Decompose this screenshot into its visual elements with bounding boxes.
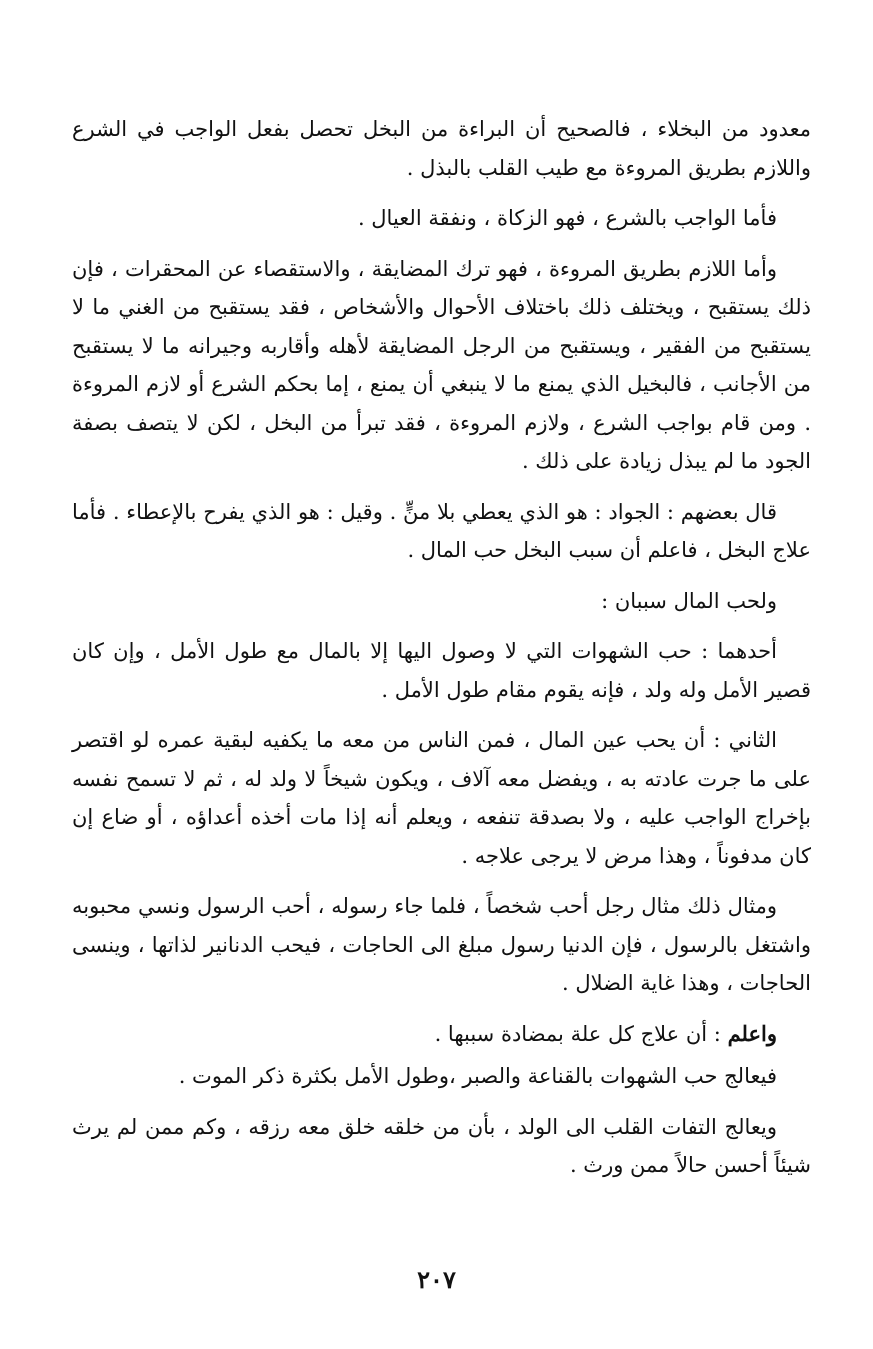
last-paragraph: ويعالج التفات القلب الى الولد ، بأن من خلقه خلق معه رزقه ، وكم ممن لم يرث شيئاً أحسن حالاً ممن ورث . — [72, 1114, 811, 1177]
know-paragraph-line2: فيعالج حب الشهوات بالقناعة والصبر ،وطول الأمل بكثرة ذكر الموت . — [178, 1064, 777, 1088]
know-paragraph — [72, 1015, 811, 1054]
paragraph-6: أحدهما : حب الشهوات التي لا وصول اليها إلا بالمال مع طول الأمل ، وإن كان قصير الأمل وله ولد ، فإنه يقوم مقام طول الأمل . — [72, 639, 811, 702]
paragraph-1: معدود من البخلاء ، فالصحيح أن البراءة من البخل تحصل بفعل الواجب في الشرع واللازم بطريق المروءة مع طيب القلب بالبذل . — [72, 117, 811, 180]
paragraph-4: قال بعضهم : الجواد : هو الذي يعطي بلا منٍّ . وقيل : هو الذي يفرح بالإعطاء . فأما علاج البخل ، فاعلم أن سبب البخل حب المال . — [72, 499, 811, 562]
paragraph-3: وأما اللازم بطريق المروءة ، فهو ترك المضايقة ، والاستقصاء عن المحقرات ، فإن ذلك يستقبح ، ويختلف ذلك باختلاف الأحوال والأشخاص ، فقد يستقبح من الغني ما لا يستقبح من الفقير ، ويستقبح من الرجل المضايقة لأهله وأقاربه وجيرانه ما لا يستقبح من الأجانب ، فالبخيل الذي يمنع ما لا ينبغي أن يمنع ، إما بحكم الشرع أو لازم المروءة . ومن قام بواجب الشرع ، ولازم المروءة ، فقد تبرأ من البخل ، لكن لا يتصف بصفة الجود ما لم يبذل زيادة على ذلك . — [72, 256, 811, 473]
know-lead-rest: : أن علاج كل علة بمضادة سببها . — [434, 1021, 721, 1046]
paragraph-8: ومثال ذلك مثال رجل أحب شخصاً ، فلما جاء رسوله ، أحب الرسول ونسي محبوبه واشتغل بالرسول ، فإن الدنيا رسول مبلغ الى الحاجات ، فيحب الدنانير لذاتها ، وينسى الحاجات ، وهذا غاية الضلال . — [72, 894, 811, 995]
page-body — [72, 110, 811, 1197]
paragraph-2: فأما الواجب بالشرع ، فهو الزكاة ، ونفقة العيال . — [357, 206, 777, 230]
paragraph-5: ولحب المال سببان : — [601, 588, 777, 613]
paragraph-7: الثاني : أن يحب عين المال ، فمن الناس من معه ما يكفيه لبقية عمره لو اقتصر على ما جرت عادته به ، ويفضل معه آلاف ، ويكون شيخاً لا ولد له ، ثم لا تسمح نفسه بإخراج الواجب عليه ، ولا بصدقة تنفعه ، ويعلم أنه إذا مات أخذه أعداؤه ، أو ضاع إن كان مدفوناً ، وهذا مرض لا يرجى علاجه . — [72, 728, 811, 868]
page-number: ٢٠٧ — [417, 1265, 456, 1294]
know-lead-word: واعلم — [727, 1020, 777, 1046]
